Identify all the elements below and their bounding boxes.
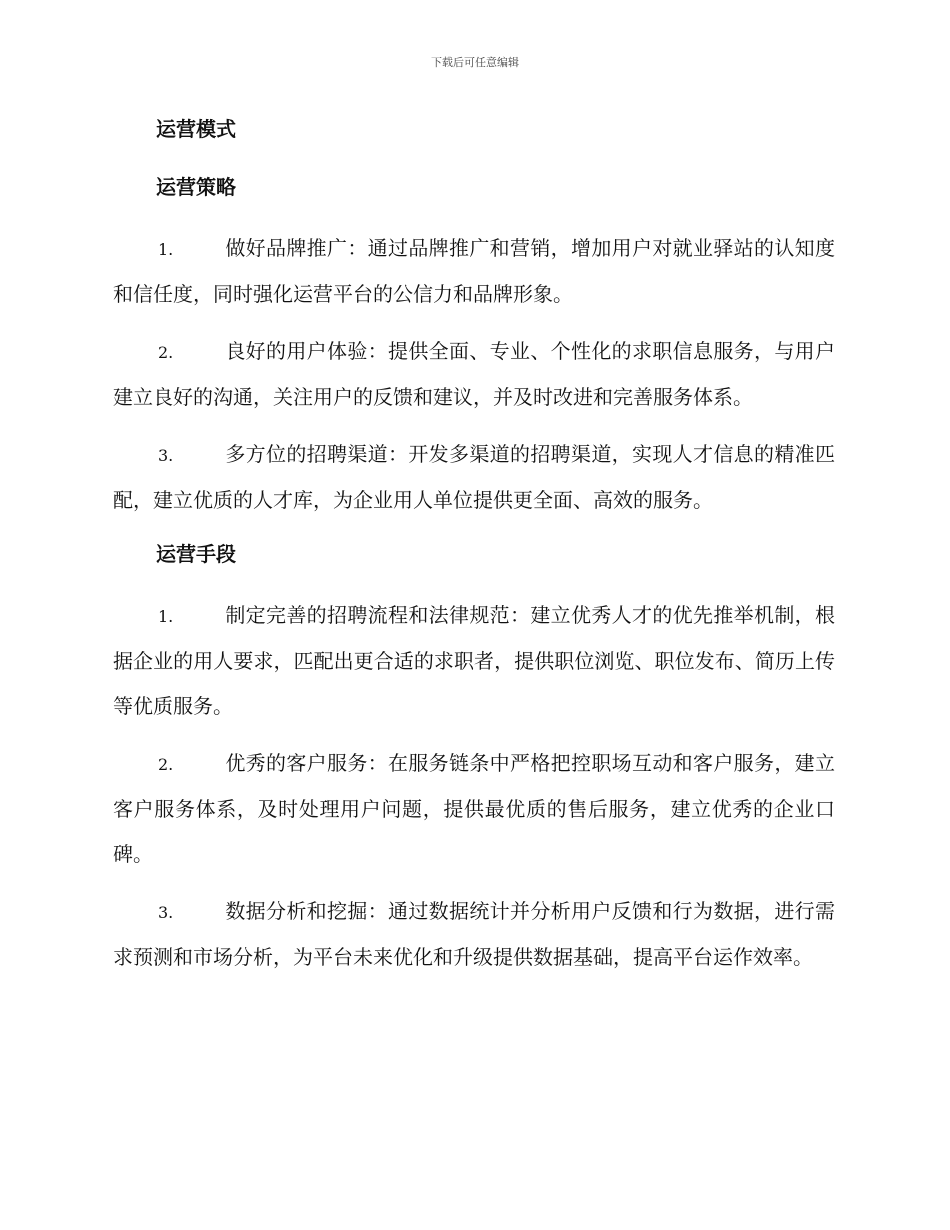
- list-item-number: 2.: [158, 343, 174, 362]
- list-item: [113, 741, 835, 877]
- section-heading: 运营策略: [156, 175, 236, 199]
- list-item-text: 做好品牌推广：通过品牌推广和营销，增加用户对就业驿站的认知度和信任度，同时强化运营平台的公信力和品牌形象。: [113, 236, 835, 306]
- list-item-text: 良好的用户体验：提供全面、专业、个性化的求职信息服务，与用户建立良好的沟通，关注用户的反馈和建议，并及时改进和完善服务体系。: [113, 339, 835, 409]
- section-operation-strategy: [113, 168, 835, 523]
- list-item: [113, 226, 835, 317]
- list-item-number: 3.: [158, 903, 174, 922]
- list-item: [113, 593, 835, 729]
- list-item-text: 数据分析和挖掘：通过数据统计并分析用户反馈和行为数据，进行需求预测和市场分析，为平台未来优化和升级提供数据基础，提高平台运作效率。: [113, 899, 835, 969]
- page-header-note: 下载后可任意编辑: [431, 56, 519, 69]
- list-item: [113, 889, 835, 980]
- list-item-number: 3.: [158, 446, 174, 465]
- list-item-text: 制定完善的招聘流程和法律规范：建立优秀人才的优先推举机制，根据企业的用人要求，匹配出更合适的求职者，提供职位浏览、职位发布、简历上传等优质服务。: [113, 603, 835, 718]
- list-item-text: 多方位的招聘渠道：开发多渠道的招聘渠道，实现人才信息的精准匹配，建立优质的人才库，为企业用人单位提供更全面、高效的服务。: [113, 442, 835, 512]
- section-operation-means: [113, 535, 835, 980]
- document-title: 运营模式: [156, 117, 236, 141]
- list-item: [113, 432, 835, 523]
- document-body: [113, 110, 835, 992]
- list-item-number: 1.: [158, 607, 174, 626]
- list-item: [113, 329, 835, 420]
- list-item-number: 2.: [158, 755, 174, 774]
- list-item-number: 1.: [158, 240, 174, 259]
- list-item-text: 优秀的客户服务：在服务链条中严格把控职场互动和客户服务，建立客户服务体系，及时处理用户问题，提供最优质的售后服务，建立优秀的企业口碑。: [113, 751, 835, 866]
- section-heading: 运营手段: [156, 542, 236, 566]
